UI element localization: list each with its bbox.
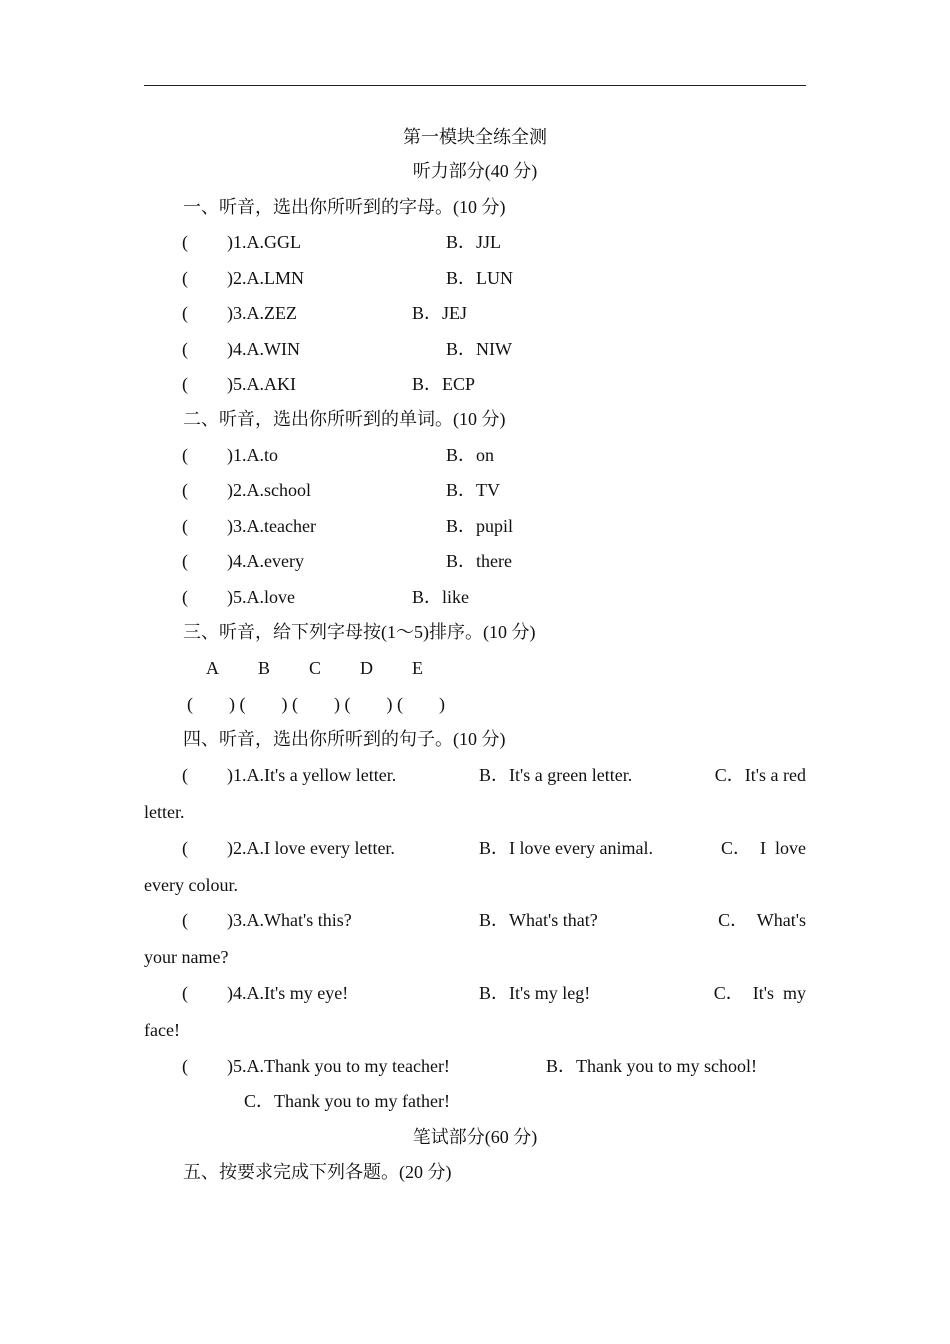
question-option-c: C． What's <box>718 910 806 930</box>
question-option-b: B．What's that? <box>479 910 598 930</box>
question-option-b: B．I love every animal. <box>479 838 653 858</box>
answer-blank[interactable]: ( <box>182 838 188 858</box>
letter-c: C <box>309 658 322 678</box>
question-option-a: )3.A.ZEZ <box>227 303 297 323</box>
question-option-b: B．like <box>412 587 469 607</box>
section-2-heading: 二、听音，选出你所听到的单词。(10 分) <box>183 409 506 429</box>
question-option-c: C．Thank you to my father! <box>244 1091 450 1111</box>
question-option-a: )2.A.school <box>227 480 311 500</box>
answer-blank[interactable]: ( <box>182 339 188 359</box>
question-option-b: B．It's my leg! <box>479 983 591 1003</box>
answer-blank[interactable]: ( <box>182 445 188 465</box>
answer-blank[interactable]: ( <box>182 1056 188 1076</box>
section-3-heading: 三、听音，给下列字母按(1～5)排序。(10 分) <box>183 622 536 642</box>
answer-blank[interactable]: ( <box>182 516 188 536</box>
answer-blank[interactable]: ( <box>182 232 188 252</box>
question-option-c-continued: your name? <box>144 947 229 967</box>
question-option-a: )1.A.to <box>227 445 278 465</box>
answer-blank[interactable]: ( <box>182 587 188 607</box>
question-option-b: B．NIW <box>446 339 512 359</box>
question-option-b: B．on <box>446 445 495 465</box>
top-rule <box>144 85 806 86</box>
section-1-heading: 一、听音，选出你所听到的字母。(10 分) <box>183 197 506 217</box>
question-option-a: )2.A.LMN <box>227 268 304 288</box>
question-option-b: B．there <box>446 551 512 571</box>
answer-blank[interactable]: ( <box>182 374 188 394</box>
question-option-b: B．Thank you to my school! <box>546 1056 757 1076</box>
section-5-heading: 五、按要求完成下列各题。(20 分) <box>183 1162 452 1182</box>
question-option-a: )4.A.It's my eye! <box>227 983 349 1003</box>
listening-header: 听力部分(40 分) <box>412 161 538 181</box>
question-option-b: B．pupil <box>446 516 514 536</box>
question-option-a: )1.A.It's a yellow letter. <box>227 765 397 785</box>
answer-blank[interactable]: ( <box>182 551 188 571</box>
question-option-b: B．JEJ <box>412 303 468 323</box>
letter-e: E <box>412 658 423 678</box>
question-option-a: )3.A.teacher <box>227 516 316 536</box>
question-option-b: B．JJL <box>446 232 502 252</box>
page-title: 第一模块全练全测 <box>403 127 547 147</box>
question-option-b: B．ECP <box>412 374 476 394</box>
answer-blank[interactable]: ( <box>182 268 188 288</box>
letter-d: D <box>360 658 373 678</box>
question-option-a: )5.A.AKI <box>227 374 296 394</box>
question-option-c: C．It's a red <box>714 765 806 785</box>
question-option-a: )3.A.What's this? <box>227 910 352 930</box>
letter-b: B <box>258 658 271 678</box>
question-option-b: B．It's a green letter. <box>479 765 633 785</box>
written-header: 笔试部分(60 分) <box>412 1127 538 1147</box>
answer-blank[interactable]: ( <box>182 480 188 500</box>
section-4-heading: 四、听音，选出你所听到的句子。(10 分) <box>183 729 506 749</box>
question-option-c-continued: letter. <box>144 802 185 822</box>
answer-blank[interactable]: ( <box>182 983 188 1003</box>
question-option-c: C． It's my <box>713 983 806 1003</box>
question-option-b: B．TV <box>446 480 500 500</box>
question-option-a: )4.A.every <box>227 551 304 571</box>
answer-blank[interactable]: ( <box>182 765 188 785</box>
question-option-a: )5.A.Thank you to my teacher! <box>227 1056 450 1076</box>
letter-a: A <box>206 658 219 678</box>
question-option-c: C． I love <box>721 838 806 858</box>
question-option-b: B．LUN <box>446 268 513 288</box>
answer-blank[interactable]: ( <box>182 910 188 930</box>
question-option-c-continued: face! <box>144 1020 180 1040</box>
question-option-c-continued: every colour. <box>144 875 238 895</box>
question-option-a: )5.A.love <box>227 587 295 607</box>
order-blanks[interactable]: ( ) ( ) ( ) ( ) ( ) <box>187 694 445 714</box>
question-option-a: )4.A.WIN <box>227 339 300 359</box>
answer-blank[interactable]: ( <box>182 303 188 323</box>
question-option-a: )2.A.I love every letter. <box>227 838 395 858</box>
question-option-a: )1.A.GGL <box>227 232 301 252</box>
